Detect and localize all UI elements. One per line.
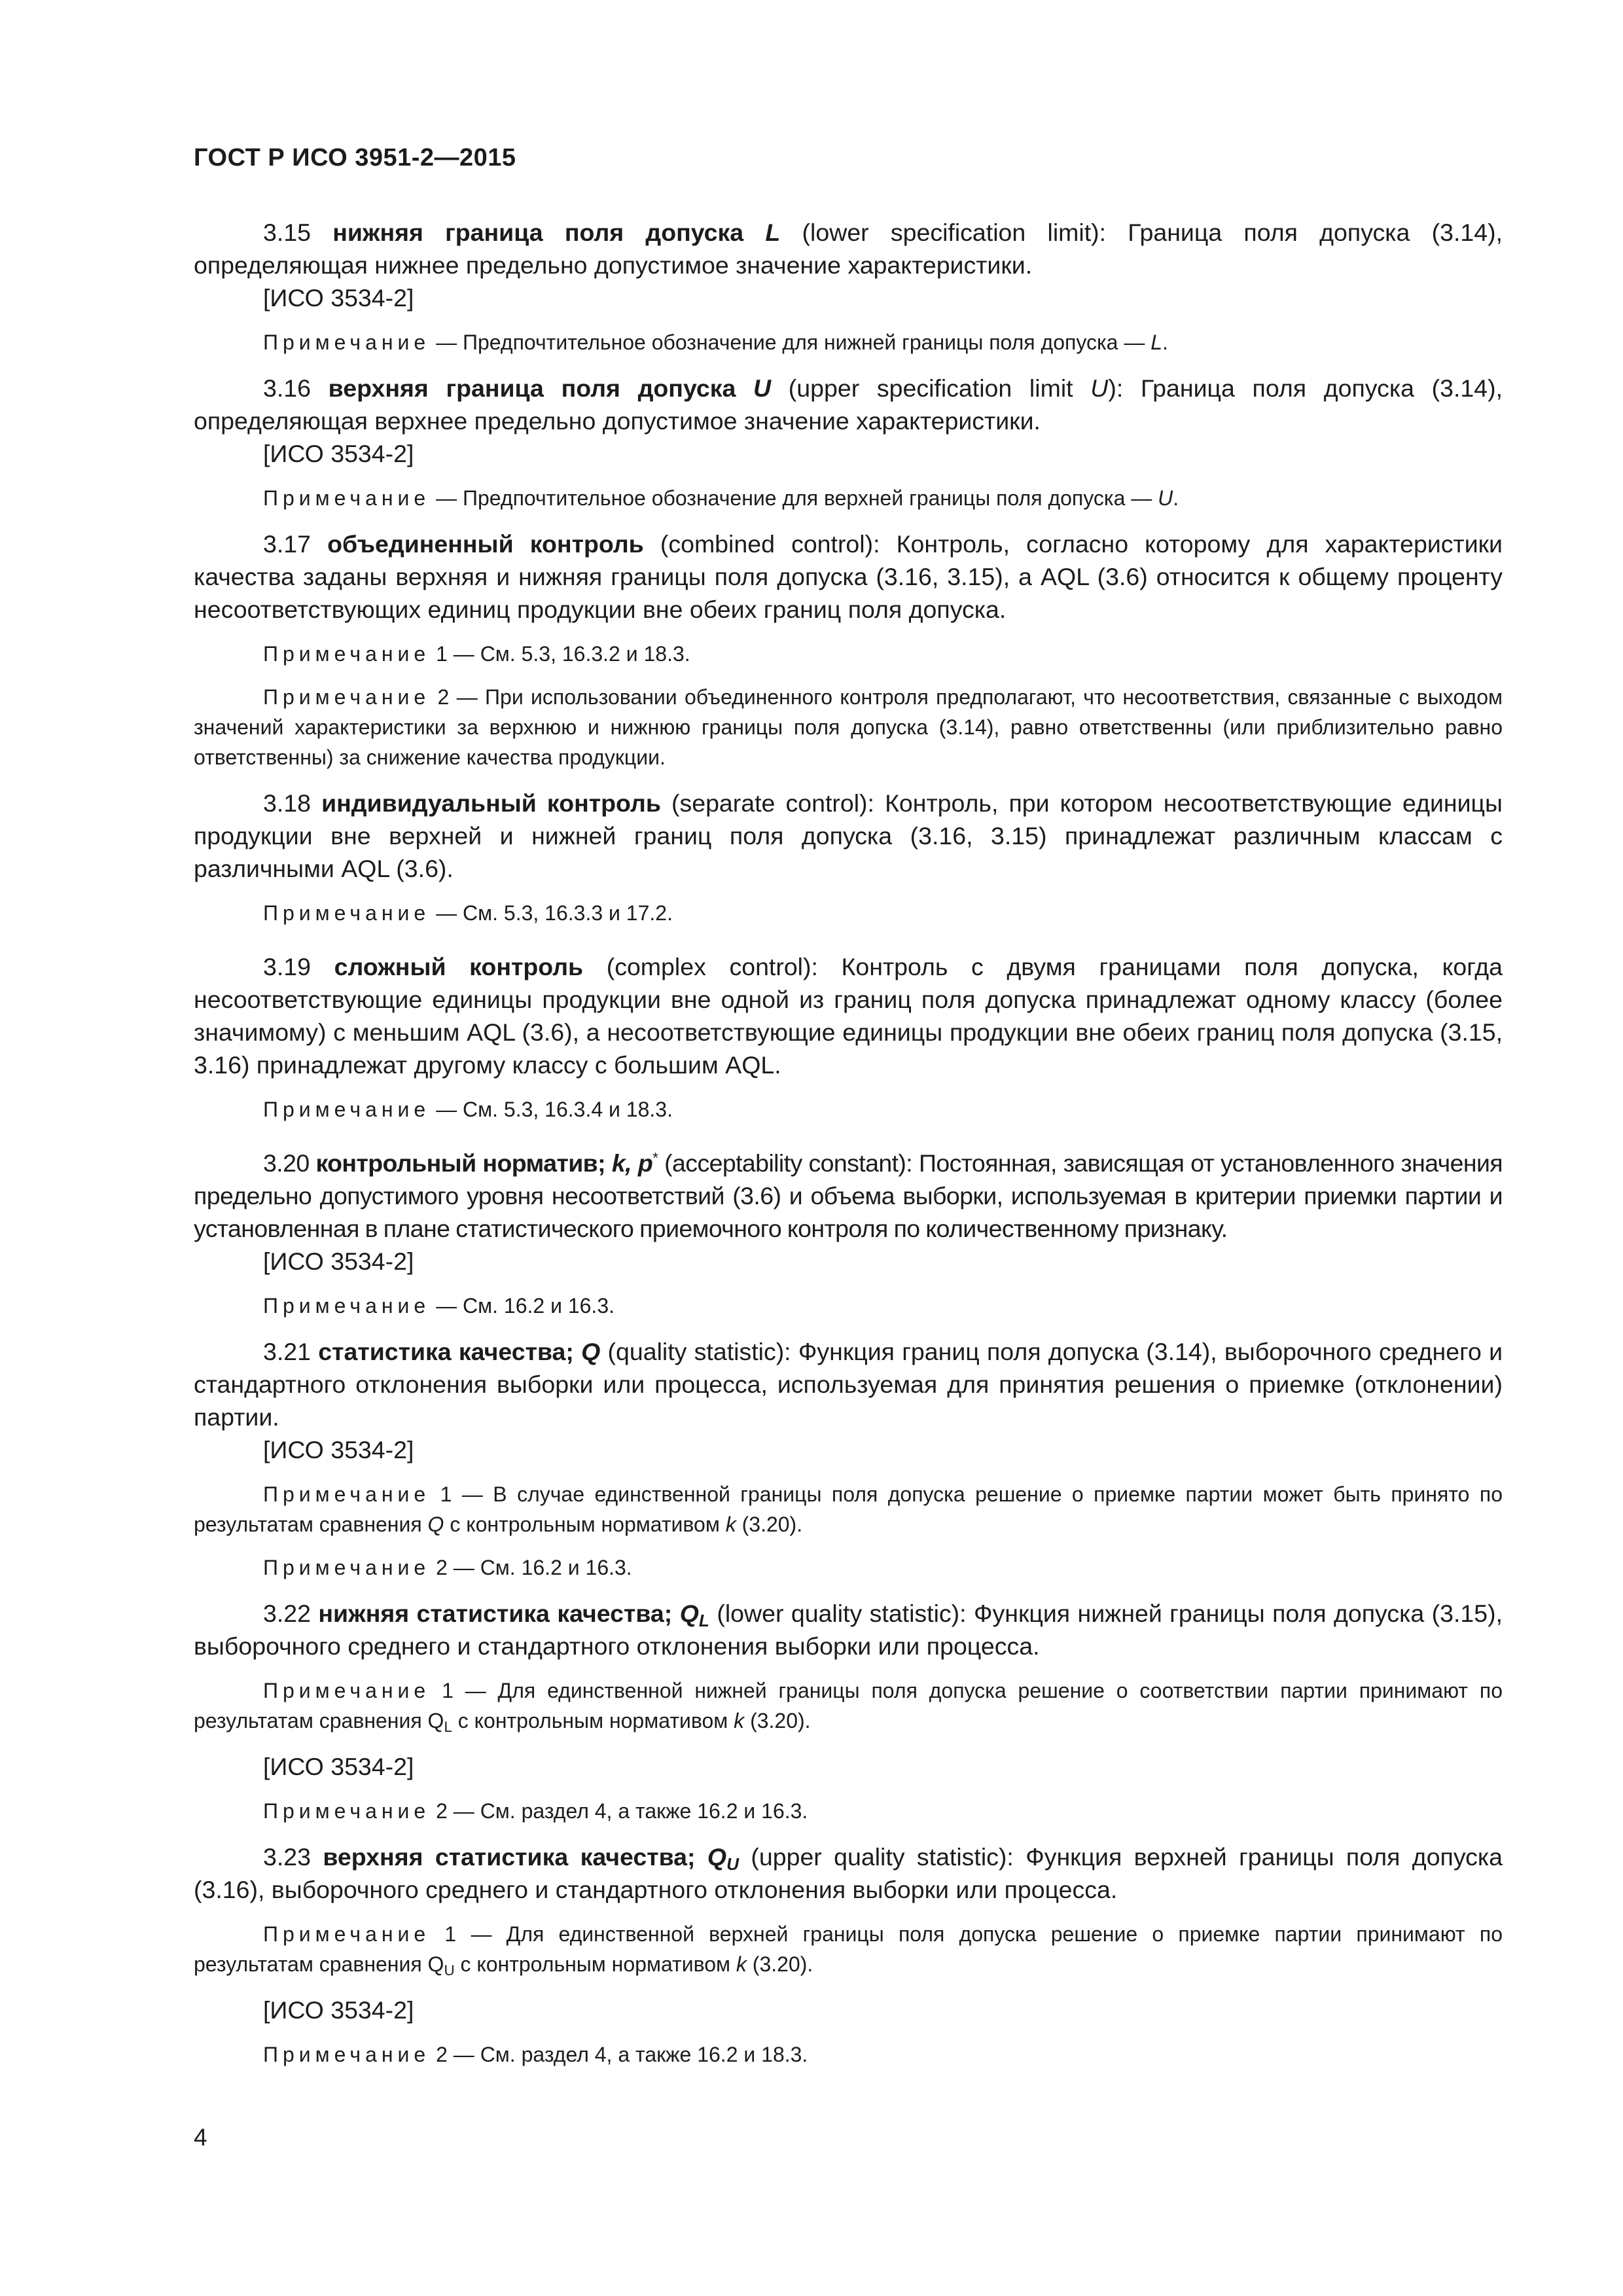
note-end: (3.20).: [744, 1709, 811, 1732]
note-1: [194, 1479, 1503, 1539]
note-text-mid: с контрольным нормативом: [444, 1513, 726, 1536]
term-3-21: [194, 1335, 1503, 1433]
term-3-22: [194, 1597, 1503, 1662]
term-source: [ИСО 3534-2]: [263, 1996, 414, 2024]
term-number: 3.19: [263, 953, 334, 980]
term-english: (separate control):: [660, 789, 885, 817]
term-name: нижняя статистика качества;: [318, 1600, 673, 1627]
term-symbol: Q: [679, 1600, 699, 1627]
note-subscript: L: [444, 1719, 452, 1735]
note-text: 1 — В случае единственной границы поля допуска решение о приемке партии может быть принято по результатам сравнения: [194, 1482, 1503, 1536]
term-english: (combined control):: [643, 530, 897, 558]
note-label: Примечание: [263, 642, 431, 666]
note: [194, 1291, 1503, 1321]
term-english: (quality statistic):: [600, 1338, 798, 1365]
term-name: объединенный контроль: [327, 530, 644, 558]
term-source: [ИСО 3534-2]: [263, 284, 414, 312]
term-definition: Функция нижней границы поля допуска (3.15), выборочного среднего и стандартного отклонения выборки или процесса.: [194, 1600, 1503, 1660]
note-end: .: [1173, 486, 1179, 510]
note-text: 1 — См. 5.3, 16.3.2 и 18.3.: [430, 642, 690, 666]
note-label: Примечание: [263, 685, 431, 709]
note-end: (3.20).: [746, 1952, 813, 1976]
term-definition: Контроль, согласно которому для характеристики качества заданы верхняя и нижняя границы поля допуска (3.16, 3.15), а AQL (3.6) относится к общему проценту несоответствующих единиц продукции вне обеих границ поля допуска.: [194, 530, 1503, 623]
term-name: индивидуальный контроль: [321, 789, 661, 817]
note: [194, 327, 1503, 357]
term-source: [ИСО 3534-2]: [263, 1247, 414, 1275]
term-symbol-superscript: *: [652, 1149, 658, 1166]
note-symbol-k: k: [725, 1513, 736, 1536]
document-page: [194, 0, 1503, 2296]
note-label: Примечание: [263, 486, 431, 510]
term-english: (lower specification limit):: [780, 219, 1128, 246]
term-source: [ИСО 3534-2]: [263, 1753, 414, 1780]
note-label: Примечание: [263, 2043, 431, 2066]
note: [194, 898, 1503, 928]
note-text: — Предпочтительное обозначение для верхней границы поля допуска —: [430, 486, 1158, 510]
term-number: 3.16: [263, 374, 329, 402]
note-2: [194, 2039, 1503, 2070]
term-english-symbol: U: [1090, 374, 1109, 402]
term-definition: Граница поля допуска (3.14), определяющая верхнее предельно допустимое значение характеристики.: [194, 374, 1503, 435]
term-3-17: [194, 528, 1503, 626]
term-definition: Функция границ поля допуска (3.14), выборочного среднего и стандартного отклонения выборки или процесса, используемая для принятия решения о приемке (отклонении) партии.: [194, 1338, 1503, 1431]
term-name: контрольный норматив;: [315, 1149, 606, 1177]
note-symbol: U: [1158, 486, 1173, 510]
term-symbol: k, p: [611, 1149, 653, 1177]
note-1: [194, 1676, 1503, 1736]
term-name: статистика качества;: [318, 1338, 574, 1365]
term-source: [ИСО 3534-2]: [263, 440, 414, 467]
term-english-end: ):: [1108, 374, 1141, 402]
term-name: верхняя статистика качества;: [323, 1843, 696, 1871]
term-3-19: [194, 950, 1503, 1081]
term-number: 3.17: [263, 530, 328, 558]
note-symbol-k: k: [736, 1952, 747, 1976]
note-end: .: [1162, 331, 1168, 354]
term-definition: Граница поля допуска (3.14), определяющая нижнее предельно допустимое значение характеристики.: [194, 219, 1503, 279]
note-text: — См. 5.3, 16.3.4 и 18.3.: [430, 1098, 673, 1121]
term-symbol: U: [753, 374, 772, 402]
term-source: [ИСО 3534-2]: [263, 1436, 414, 1463]
term-symbol: Q: [581, 1338, 601, 1365]
term-symbol: L: [765, 219, 781, 246]
note-label: Примечание: [263, 1679, 431, 1702]
note-text-mid: с контрольным нормативом: [454, 1952, 736, 1976]
term-english: (upper quality statistic):: [739, 1843, 1026, 1871]
note: [194, 483, 1503, 513]
term-3-20: [194, 1147, 1503, 1245]
note-label: Примечание: [263, 1098, 431, 1121]
term-symbol-subscript: L: [698, 1611, 709, 1630]
note-text: — См. 16.2 и 16.3.: [430, 1294, 615, 1318]
note-1: [194, 1919, 1503, 1979]
note-2: [194, 1552, 1503, 1583]
note-2: [194, 1796, 1503, 1826]
note-text: 2 — См. 16.2 и 16.3.: [430, 1556, 632, 1579]
note-label: Примечание: [263, 1294, 431, 1318]
term-name: сложный контроль: [334, 953, 584, 980]
term-english: (complex control):: [583, 953, 842, 980]
note-text: 1 — Для единственной верхней границы поля допуска решение о приемке партии принимают по результатам сравнения Q: [194, 1922, 1503, 1976]
term-english: (acceptability constant):: [658, 1149, 919, 1177]
note-subscript: U: [444, 1962, 455, 1979]
note: [194, 1094, 1503, 1124]
note-label: Примечание: [263, 1556, 431, 1579]
note-label: Примечание: [263, 1922, 431, 1946]
document-body: [194, 216, 1503, 2070]
document-header: ГОСТ Р ИСО 3951-2—2015: [194, 144, 516, 171]
note-text: 2 — При использовании объединенного контроля предполагают, что несоответствия, связанные с выходом значений характеристики за верхнюю и нижнюю границы поля допуска (3.14), равно ответственны (или приблизительно равно ответственны) за снижение качества продукции.: [194, 685, 1503, 769]
term-symbol-subscript: U: [726, 1854, 740, 1874]
term-definition: Постоянная, зависящая от установленного значения предельно допустимого уровня несоответствий (3.6) и объема выборки, используемая в критерии приемки партии и установленная в плане статистического приемочного контроля по количественному признаку.: [194, 1149, 1503, 1242]
note-symbol-q: Q: [427, 1513, 444, 1536]
note-text: 2 — См. раздел 4, а также 16.2 и 18.3.: [430, 2043, 808, 2066]
term-english: (upper specification limit: [771, 374, 1091, 402]
term-3-16: [194, 372, 1503, 437]
term-number: 3.22: [263, 1600, 319, 1627]
term-3-18: [194, 787, 1503, 885]
term-number: 3.23: [263, 1843, 323, 1871]
term-definition: Контроль, при котором несоответствующие единицы продукции вне верхней и нижней границ поля допуска (3.16, 3.15) принадлежат различным классам с различными AQL (3.6).: [194, 789, 1503, 882]
term-definition: Функция верхней границы поля допуска (3.16), выборочного среднего и стандартного отклонения выборки или процесса.: [194, 1843, 1503, 1903]
term-3-23: [194, 1840, 1503, 1906]
note-symbol: L: [1150, 331, 1163, 354]
note-label: Примечание: [263, 331, 431, 354]
note-text: — См. 5.3, 16.3.3 и 17.2.: [430, 901, 673, 925]
term-name: верхняя граница поля допуска: [328, 374, 736, 402]
note-symbol-k: k: [734, 1709, 745, 1732]
term-english: (lower quality statistic):: [709, 1600, 974, 1627]
note-1: [194, 639, 1503, 669]
note-text-mid: с контрольным нормативом: [452, 1709, 734, 1732]
term-number: 3.18: [263, 789, 322, 817]
note-text: — Предпочтительное обозначение для нижней границы поля допуска —: [430, 331, 1151, 354]
term-definition: Контроль с двумя границами поля допуска, когда несоответствующие единицы продукции вне одной из границ поля допуска принадлежат одному классу (более значимому) с меньшим AQL (3.6), а несоответствующие единицы продукции вне обеих границ поля допуска (3.15, 3.16) принадлежат другому классу с большим AQL.: [194, 953, 1503, 1079]
term-3-15: [194, 216, 1503, 281]
term-number: 3.15: [263, 219, 333, 246]
note-2: [194, 682, 1503, 772]
page-number: 4: [194, 2124, 207, 2151]
note-text: 1 — Для единственной нижней границы поля допуска решение о соответствии партии принимают по результатам сравнения Q: [194, 1679, 1503, 1732]
term-number: 3.21: [263, 1338, 319, 1365]
note-text: 2 — См. раздел 4, а также 16.2 и 16.3.: [430, 1799, 808, 1823]
term-number: 3.20: [263, 1149, 316, 1177]
term-name: нижняя граница поля допуска: [332, 219, 744, 246]
term-symbol: Q: [707, 1843, 727, 1871]
note-label: Примечание: [263, 901, 431, 925]
note-label: Примечание: [263, 1482, 431, 1506]
note-end: (3.20).: [736, 1513, 803, 1536]
note-label: Примечание: [263, 1799, 431, 1823]
